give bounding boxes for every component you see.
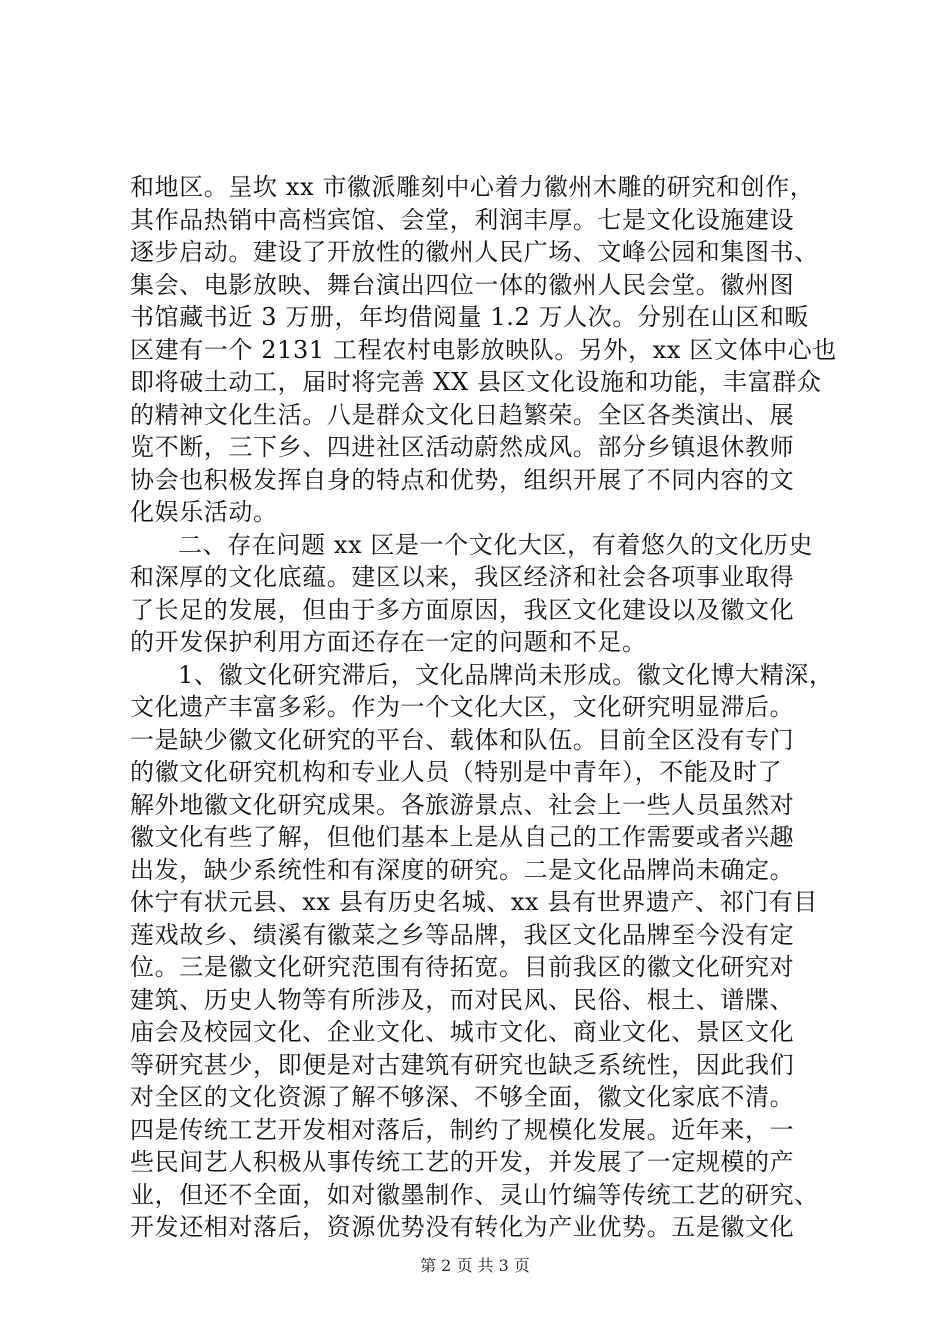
text-line: 对全区的文化资源了解不够深、不够全面，徽文化家底不清。: [130, 1083, 795, 1111]
text-line: 徽文化有些了解，但他们基本上是从自己的工作需要或者兴趣: [130, 823, 795, 851]
text-line: 四是传统工艺开发相对落后，制约了规模化发展。近年来，一: [130, 1115, 795, 1144]
text-line: 协会也积极发挥自身的特点和优势，组织开展了不同内容的文: [130, 465, 795, 494]
text-line: 的开发保护利用方面还存在一定的问题和不足。: [130, 628, 647, 656]
text-line: 业，但还不全面，如对徽墨制作、灵山竹编等传统工艺的研究、: [130, 1180, 819, 1209]
text-line: 集会、电影放映、舞台演出四位一体的徽州人民会堂。徽州图: [130, 270, 795, 299]
page-number-footer: 第 2 页 共 3 页: [420, 1256, 530, 1275]
text-line: 化娱乐活动。: [130, 498, 278, 526]
text-line: 一是缺少徽文化研究的平台、载体和队伍。目前全区没有专门: [130, 725, 795, 754]
text-line: 和深厚的文化底蕴。建区以来，我区经济和社会各项事业取得: [130, 563, 795, 591]
text-line: 莲戏故乡、绩溪有徽菜之乡等品牌，我区文化品牌至今没有定: [130, 920, 795, 949]
text-line: 览不断，三下乡、四进社区活动蔚然成风。部分乡镇退休教师: [130, 433, 795, 461]
text-line: 建筑、历史人物等有所涉及，而对民风、民俗、根土、谱牒、: [130, 985, 795, 1014]
text-line: 区建有一个 2131 工程农村电影放映队。另外，xx 区文体中心也: [130, 335, 837, 364]
text-line: 开发还相对落后，资源优势没有转化为产业优势。五是徽文化: [130, 1213, 795, 1241]
section-heading-line: 二、存在问题 xx 区是一个文化大区，有着悠久的文化历史: [178, 530, 814, 559]
text-line: 文化遗产丰富多彩。作为一个文化大区，文化研究明显滞后。: [130, 693, 795, 721]
text-line: 出发，缺少系统性和有深度的研究。二是文化品牌尚未确定。: [130, 855, 795, 884]
text-line: 些民间艺人积极从事传统工艺的开发，并发展了一定规模的产: [130, 1148, 795, 1176]
text-line: 逐步启动。建设了开放性的徽州人民广场、文峰公园和集图书、: [130, 238, 819, 266]
text-line: 位。三是徽文化研究范围有待拓宽。目前我区的徽文化研究对: [130, 953, 795, 981]
text-line: 庙会及校园文化、企业文化、城市文化、商业文化、景区文化: [130, 1018, 795, 1046]
text-line: 的徽文化研究机构和专业人员（特别是中青年），不能及时了: [130, 758, 783, 786]
text-line: 的精神文化生活。八是群众文化日趋繁荣。全区各类演出、展: [130, 400, 795, 429]
text-line: 即将破土动工，届时将完善 XX 县区文化设施和功能，丰富群众: [130, 368, 822, 396]
subsection-heading-line: 1、徽文化研究滞后，文化品牌尚未形成。徽文化博大精深，: [178, 660, 834, 689]
text-line: 其作品热销中高档宾馆、会堂，利润丰厚。七是文化设施建设: [130, 205, 795, 234]
document-body: [130, 171, 835, 1244]
text-line: 和地区。呈坎 xx 市徽派雕刻中心着力徽州木雕的研究和创作，: [130, 173, 815, 201]
text-line: 等研究甚少，即便是对古建筑有研究也缺乏系统性，因此我们: [130, 1050, 795, 1079]
text-line: 了长足的发展，但由于多方面原因，我区文化建设以及徽文化: [130, 595, 795, 624]
text-line: 休宁有状元县、xx 县有历史名城、xx 县有世界遗产、祁门有目: [130, 888, 818, 916]
text-line: 书馆藏书近 3 万册，年均借阅量 1.2 万人次。分别在山区和畈: [130, 303, 810, 331]
text-line: 解外地徽文化研究成果。各旅游景点、社会上一些人员虽然对: [130, 790, 795, 819]
